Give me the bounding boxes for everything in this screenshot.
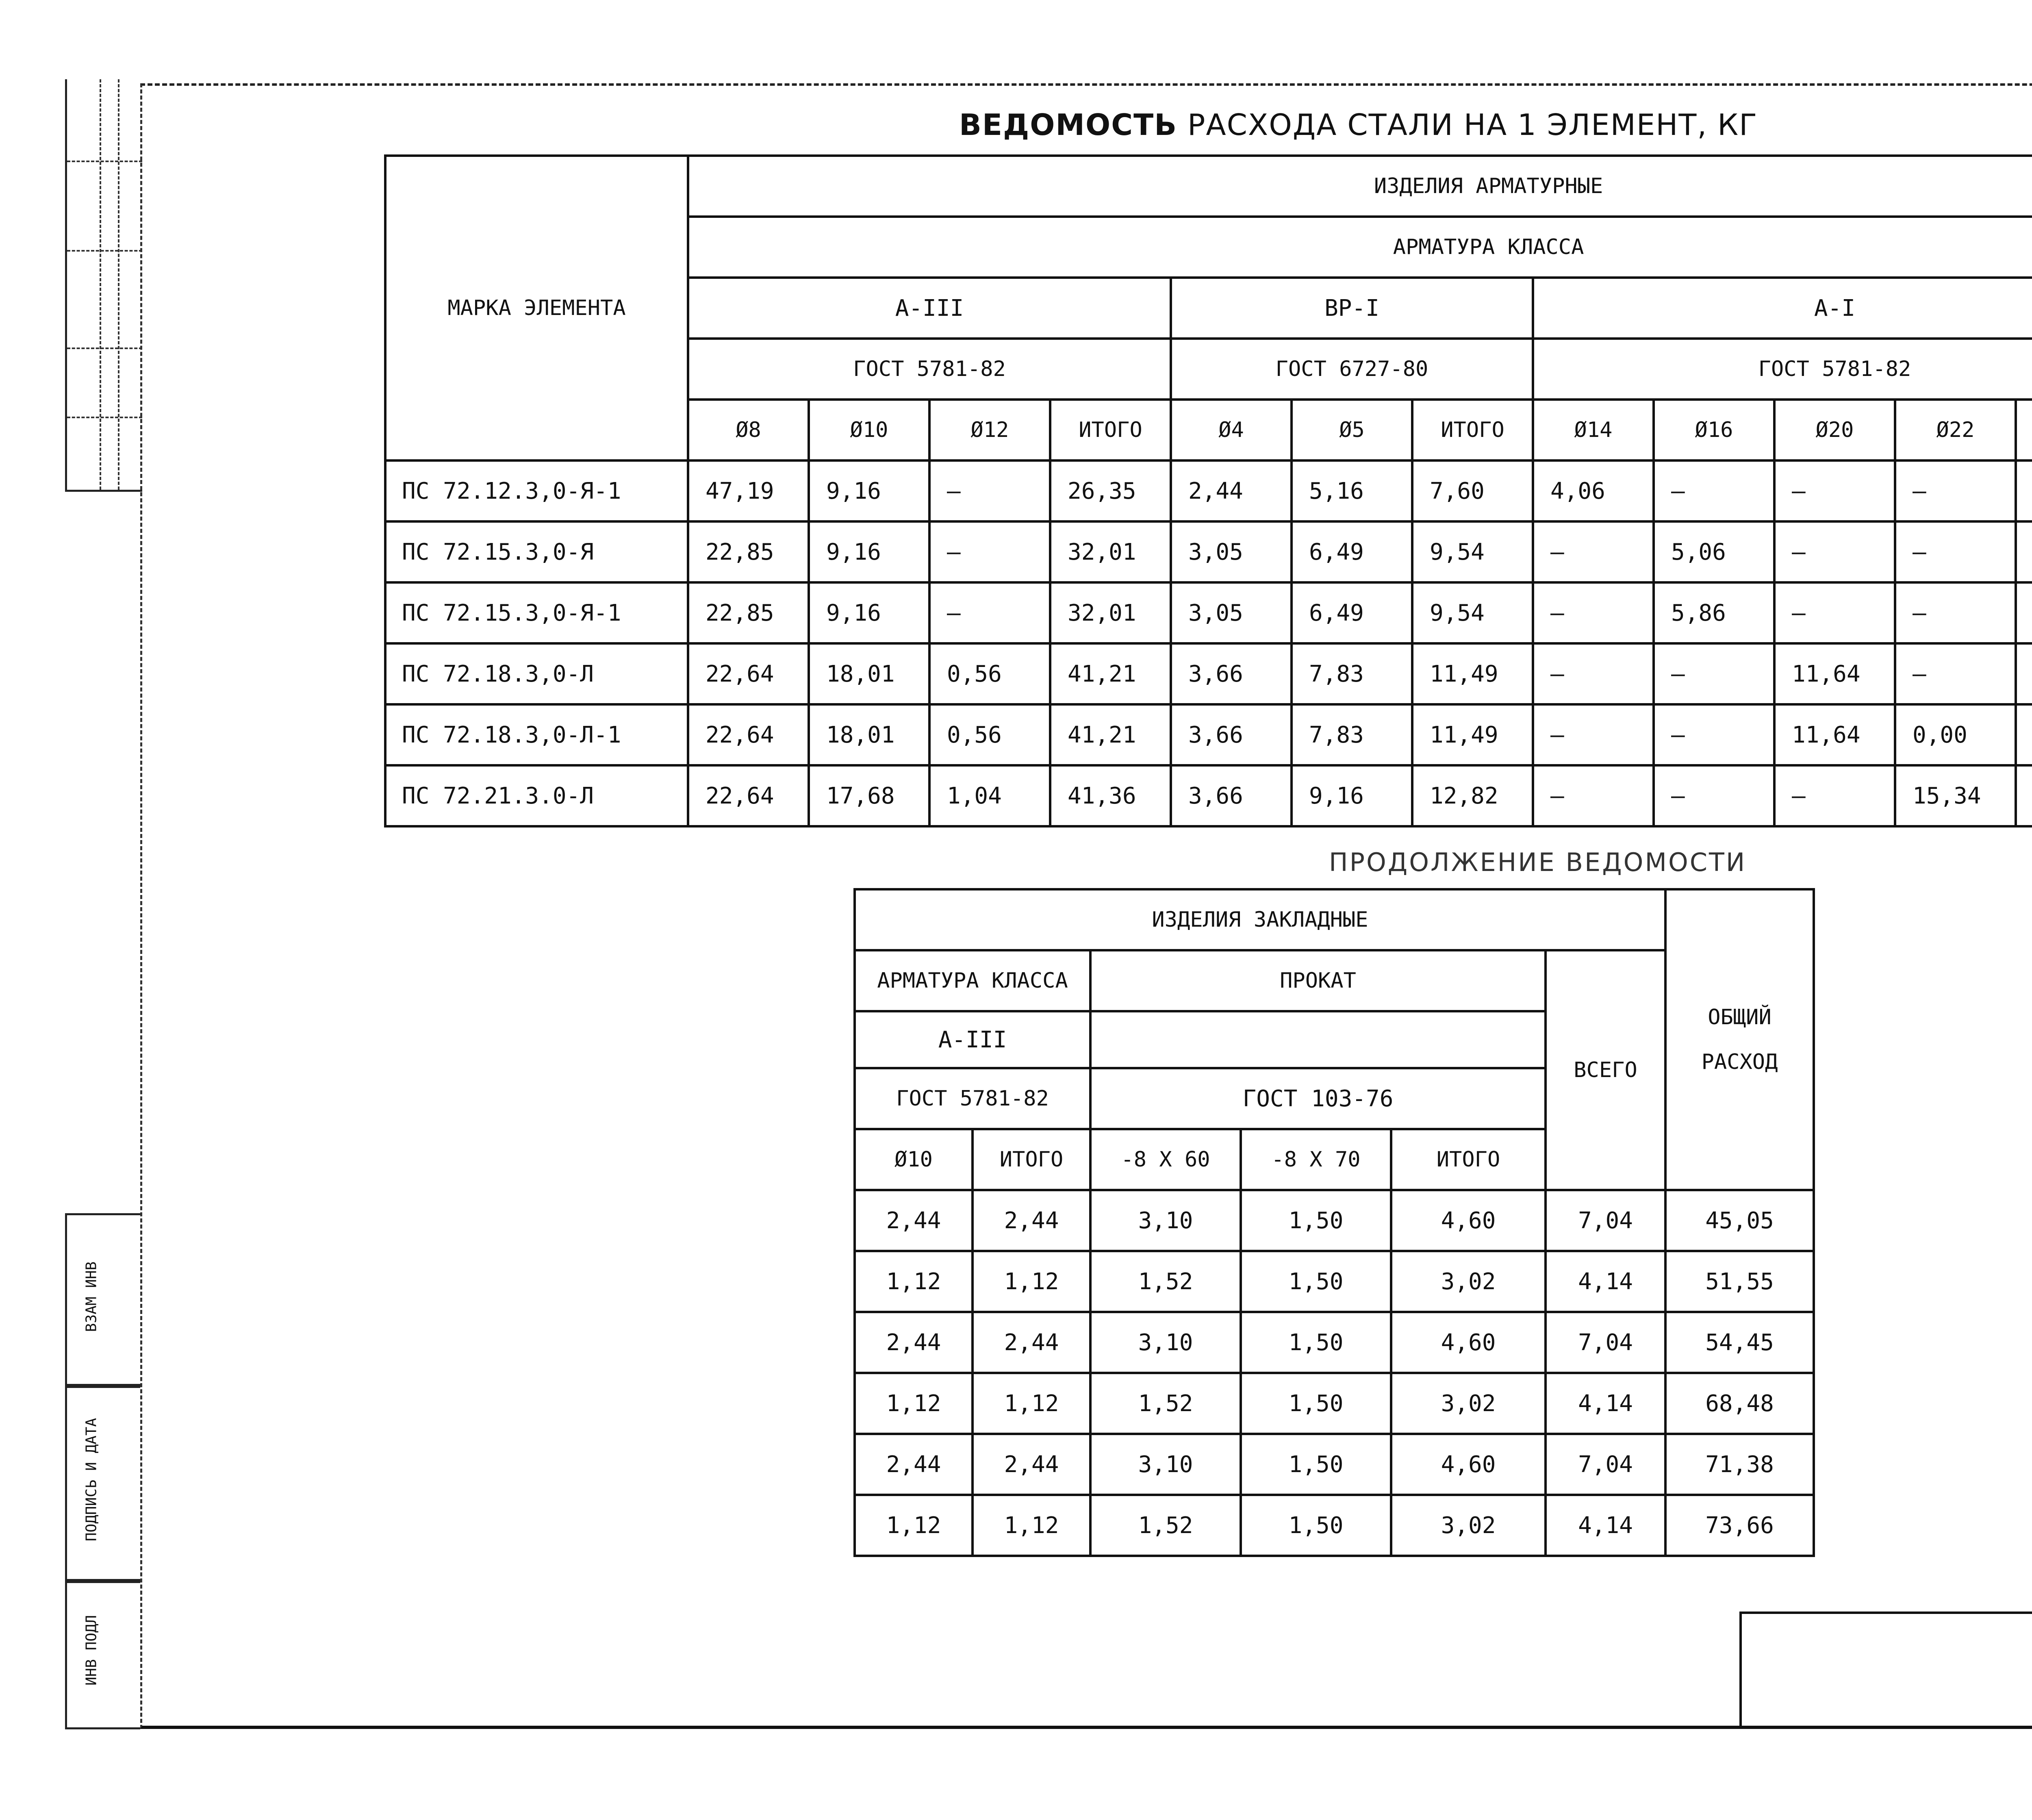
side-label-vzam: ВЗАМ ИНВ xyxy=(83,1261,100,1332)
element-mark: ПС 72.15.3,0-Я-1 xyxy=(385,582,688,643)
side-block-vzam xyxy=(65,1213,140,1388)
embedded-group-header: ИЗДЕЛИЯ ЗАКЛАДНЫЕ xyxy=(855,889,1665,950)
sub-header: Ø10 xyxy=(809,400,929,460)
steel-consumption-table xyxy=(384,154,2032,827)
cell-value: 3,66 xyxy=(1171,765,1292,826)
class-vr1-header: ВР-I xyxy=(1171,278,1533,339)
cell-value: 11,49 xyxy=(1412,643,1533,704)
cell-value: 1,52 xyxy=(1090,1373,1241,1434)
cell-value: 1,50 xyxy=(1241,1373,1391,1434)
embedded-class-name: А-III xyxy=(855,1011,1090,1068)
cell-value: 22,64 xyxy=(688,765,809,826)
class-header: АРМАТУРА КЛАССА xyxy=(688,217,2032,278)
cell-value: 3,02 xyxy=(1391,1251,1546,1312)
cell-value: — xyxy=(1895,460,2016,521)
cell-value: 0,00 xyxy=(1895,704,2016,765)
cell-value: 54,45 xyxy=(1665,1312,1814,1373)
title-rest: РАСХОДА СТАЛИ НА 1 ЭЛЕМЕНТ, КГ xyxy=(1187,108,1758,142)
embedded-class-header: АРМАТУРА КЛАССА xyxy=(855,950,1090,1011)
cell-value: 7,83 xyxy=(1292,704,1412,765)
cell-value: 1,50 xyxy=(1241,1251,1391,1312)
cell-value: 3,66 xyxy=(1171,704,1292,765)
sub-header: Ø16 xyxy=(1654,400,1774,460)
cell-value: — xyxy=(1654,460,1774,521)
sub-header: Ø8 xyxy=(688,400,809,460)
cell-value: 7,04 xyxy=(1546,1434,1665,1495)
general-header: ОБЩИЙ РАСХОД xyxy=(1665,889,1814,1190)
cell-value xyxy=(2016,765,2032,826)
cell-value: 2,44 xyxy=(973,1312,1090,1373)
cell-value: 4,14 xyxy=(1546,1251,1665,1312)
element-mark: ПС 72.18.3,0-Л-1 xyxy=(385,704,688,765)
prokat-blank xyxy=(1090,1011,1546,1068)
element-mark: ПС 72.12.3,0-Я-1 xyxy=(385,460,688,521)
cell-value: 4,14 xyxy=(1546,1373,1665,1434)
table-row xyxy=(855,1373,1814,1434)
class-a3-header: А-III xyxy=(688,278,1171,339)
cell-value: 68,48 xyxy=(1665,1373,1814,1434)
cell-value: — xyxy=(1533,582,1654,643)
side-block-podpis xyxy=(65,1384,140,1583)
cell-value xyxy=(2016,704,2032,765)
cell-value: 1,04 xyxy=(929,765,1050,826)
cell-value: 4,60 xyxy=(1391,1190,1546,1251)
side-block-inv xyxy=(65,1579,140,1729)
cell-value: — xyxy=(1654,643,1774,704)
cell-value: 26,35 xyxy=(1050,460,1171,521)
cell-value: 3,66 xyxy=(1171,643,1292,704)
gost-vr1: ГОСТ 6727-80 xyxy=(1171,339,1533,400)
cell-value: 22,64 xyxy=(688,643,809,704)
title-block-stamp xyxy=(1739,1612,2032,1726)
cell-value: 2,44 xyxy=(855,1312,973,1373)
cell-value: 0,56 xyxy=(929,643,1050,704)
cell-value: — xyxy=(1895,643,2016,704)
cell-value: 1,50 xyxy=(1241,1190,1391,1251)
cell-value: 51,55 xyxy=(1665,1251,1814,1312)
table-row xyxy=(385,765,2032,826)
cell-value xyxy=(2016,643,2032,704)
cell-value: 11,64 xyxy=(1774,643,1895,704)
cell-value: 2,44 xyxy=(855,1190,973,1251)
cell-value: 18,01 xyxy=(809,643,929,704)
cell-value: 4,14 xyxy=(1546,1495,1665,1556)
cell-value: 1,12 xyxy=(973,1373,1090,1434)
table-row xyxy=(385,521,2032,582)
embedded-items-table xyxy=(853,888,1815,1557)
cell-value: 73,66 xyxy=(1665,1495,1814,1556)
side-label-inv: ИНВ ПОДЛ xyxy=(83,1615,100,1686)
cell-value: — xyxy=(1654,704,1774,765)
cell-value: — xyxy=(1533,643,1654,704)
cell-value: 32,01 xyxy=(1050,582,1171,643)
cell-value: 6,49 xyxy=(1292,521,1412,582)
title-bold: ВЕДОМОСТЬ xyxy=(959,108,1178,142)
sub-header: ИТОГО xyxy=(1050,400,1171,460)
table-row xyxy=(855,1190,1814,1251)
table-row xyxy=(385,582,2032,643)
cell-value: — xyxy=(1533,765,1654,826)
cell-value: 1,12 xyxy=(973,1251,1090,1312)
cell-value: 2,44 xyxy=(1171,460,1292,521)
cell-value: 17,68 xyxy=(809,765,929,826)
cell-value: 71,38 xyxy=(1665,1434,1814,1495)
cell-value: 11,49 xyxy=(1412,704,1533,765)
cell-value: — xyxy=(929,460,1050,521)
cell-value: 9,16 xyxy=(809,460,929,521)
cell-value: — xyxy=(1533,521,1654,582)
cell-value: 47,19 xyxy=(688,460,809,521)
cell-value: 2,44 xyxy=(855,1434,973,1495)
cell-value: 1,52 xyxy=(1090,1251,1241,1312)
cell-value: 3,05 xyxy=(1171,582,1292,643)
cell-value: 7,83 xyxy=(1292,643,1412,704)
cell-value: 12,82 xyxy=(1412,765,1533,826)
cell-value: — xyxy=(1533,704,1654,765)
cell-value: 2,44 xyxy=(973,1190,1090,1251)
group-header: ИЗДЕЛИЯ АРМАТУРНЫЕ xyxy=(688,156,2032,217)
side-label-podpis: ПОДПИСЬ И ДАТА xyxy=(83,1418,100,1542)
cell-value: 22,64 xyxy=(688,704,809,765)
cell-value: 9,54 xyxy=(1412,582,1533,643)
second-table-body xyxy=(855,1190,1814,1556)
cell-value: 1,50 xyxy=(1241,1312,1391,1373)
cell-value: 9,16 xyxy=(809,582,929,643)
continuation-title: ПРОДОЛЖЕНИЕ ВЕДОМОСТИ xyxy=(1329,847,1747,877)
cell-value: 22,85 xyxy=(688,521,809,582)
cell-value: 15,34 xyxy=(1895,765,2016,826)
gost-a1: ГОСТ 5781-82 xyxy=(1533,339,2032,400)
element-mark: ПС 72.15.3,0-Я xyxy=(385,521,688,582)
cell-value: 22,85 xyxy=(688,582,809,643)
statement-title xyxy=(959,108,1758,142)
embedded-gost-class: ГОСТ 5781-82 xyxy=(855,1068,1090,1129)
cell-value: 1,12 xyxy=(855,1373,973,1434)
embedded-sub-header: ИТОГО xyxy=(1391,1129,1546,1190)
cell-value: 3,02 xyxy=(1391,1373,1546,1434)
table-row xyxy=(385,460,2032,521)
class-a1-header: А-I xyxy=(1533,278,2032,339)
cell-value: 18,01 xyxy=(809,704,929,765)
cell-value: 7,04 xyxy=(1546,1312,1665,1373)
cell-value: 1,12 xyxy=(855,1251,973,1312)
sub-header: Ø22 xyxy=(1895,400,2016,460)
cell-value: 1,50 xyxy=(1241,1495,1391,1556)
cell-value: — xyxy=(929,521,1050,582)
cell-value: 32,01 xyxy=(1050,521,1171,582)
side-stamp-top xyxy=(65,79,142,492)
cell-value: 2,44 xyxy=(973,1434,1090,1495)
cell-value: 9,16 xyxy=(1292,765,1412,826)
gost-a3: ГОСТ 5781-82 xyxy=(688,339,1171,400)
cell-value: 5,16 xyxy=(1292,460,1412,521)
cell-value: 11,64 xyxy=(1774,704,1895,765)
prokat-header: ПРОКАТ xyxy=(1090,950,1546,1011)
cell-value: — xyxy=(929,582,1050,643)
sub-header: Ø5 xyxy=(1292,400,1412,460)
table-row xyxy=(385,704,2032,765)
cell-value: 41,36 xyxy=(1050,765,1171,826)
sub-header: Ø14 xyxy=(1533,400,1654,460)
cell-value: — xyxy=(1774,582,1895,643)
cell-value: 3,10 xyxy=(1090,1312,1241,1373)
cell-value: — xyxy=(1774,460,1895,521)
cell-value: — xyxy=(1895,521,2016,582)
cell-value: 3,10 xyxy=(1090,1434,1241,1495)
mark-header: МАРКА ЭЛЕМЕНТА xyxy=(385,156,688,460)
embedded-gost-prokat: ГОСТ 103-76 xyxy=(1090,1068,1546,1129)
cell-value: — xyxy=(1774,765,1895,826)
element-mark: ПС 72.18.3,0-Л xyxy=(385,643,688,704)
cell-value: 1,52 xyxy=(1090,1495,1241,1556)
table-row xyxy=(855,1312,1814,1373)
cell-value: 45,05 xyxy=(1665,1190,1814,1251)
cell-value: 7,60 xyxy=(1412,460,1533,521)
cell-value: 5,06 xyxy=(1654,521,1774,582)
cell-value: 3,05 xyxy=(1171,521,1292,582)
cell-value: 1,50 xyxy=(1241,1434,1391,1495)
table-row xyxy=(855,1434,1814,1495)
sub-header: Ø4 xyxy=(1171,400,1292,460)
embedded-sub-header: Ø10 xyxy=(855,1129,973,1190)
cell-value: 6,49 xyxy=(1292,582,1412,643)
cell-value: 5,86 xyxy=(1654,582,1774,643)
cell-value: 4,60 xyxy=(1391,1434,1546,1495)
cell-value: 41,21 xyxy=(1050,704,1171,765)
sub-header: ИТОГО xyxy=(1412,400,1533,460)
cell-value: 7,04 xyxy=(1546,1190,1665,1251)
cell-value: 1,12 xyxy=(855,1495,973,1556)
cell-value xyxy=(2016,582,2032,643)
cell-value: 4,60 xyxy=(1391,1312,1546,1373)
cell-value: 9,54 xyxy=(1412,521,1533,582)
cell-value: 3,10 xyxy=(1090,1190,1241,1251)
cell-value xyxy=(2016,521,2032,582)
embedded-total-header: ВСЕГО xyxy=(1546,950,1665,1190)
embedded-sub-header: ИТОГО xyxy=(973,1129,1090,1190)
cell-value: 3,02 xyxy=(1391,1495,1546,1556)
cell-value: 41,21 xyxy=(1050,643,1171,704)
sub-header: Ø12 xyxy=(929,400,1050,460)
cell-value: — xyxy=(1895,582,2016,643)
cell-value: 9,16 xyxy=(809,521,929,582)
embedded-sub-header: -8 Х 70 xyxy=(1241,1129,1391,1190)
cell-value: 1,12 xyxy=(973,1495,1090,1556)
sub-header: Ø20 xyxy=(1774,400,1895,460)
cell-value xyxy=(2016,460,2032,521)
cell-value: — xyxy=(1654,765,1774,826)
table-row xyxy=(855,1495,1814,1556)
cell-value: 0,56 xyxy=(929,704,1050,765)
cell-value: — xyxy=(1774,521,1895,582)
embedded-sub-header: -8 Х 60 xyxy=(1090,1129,1241,1190)
element-mark: ПС 72.21.3.0-Л xyxy=(385,765,688,826)
sub-header xyxy=(2016,400,2032,460)
cell-value: 4,06 xyxy=(1533,460,1654,521)
table-row xyxy=(855,1251,1814,1312)
table-row xyxy=(385,643,2032,704)
main-table-body xyxy=(385,460,2032,826)
